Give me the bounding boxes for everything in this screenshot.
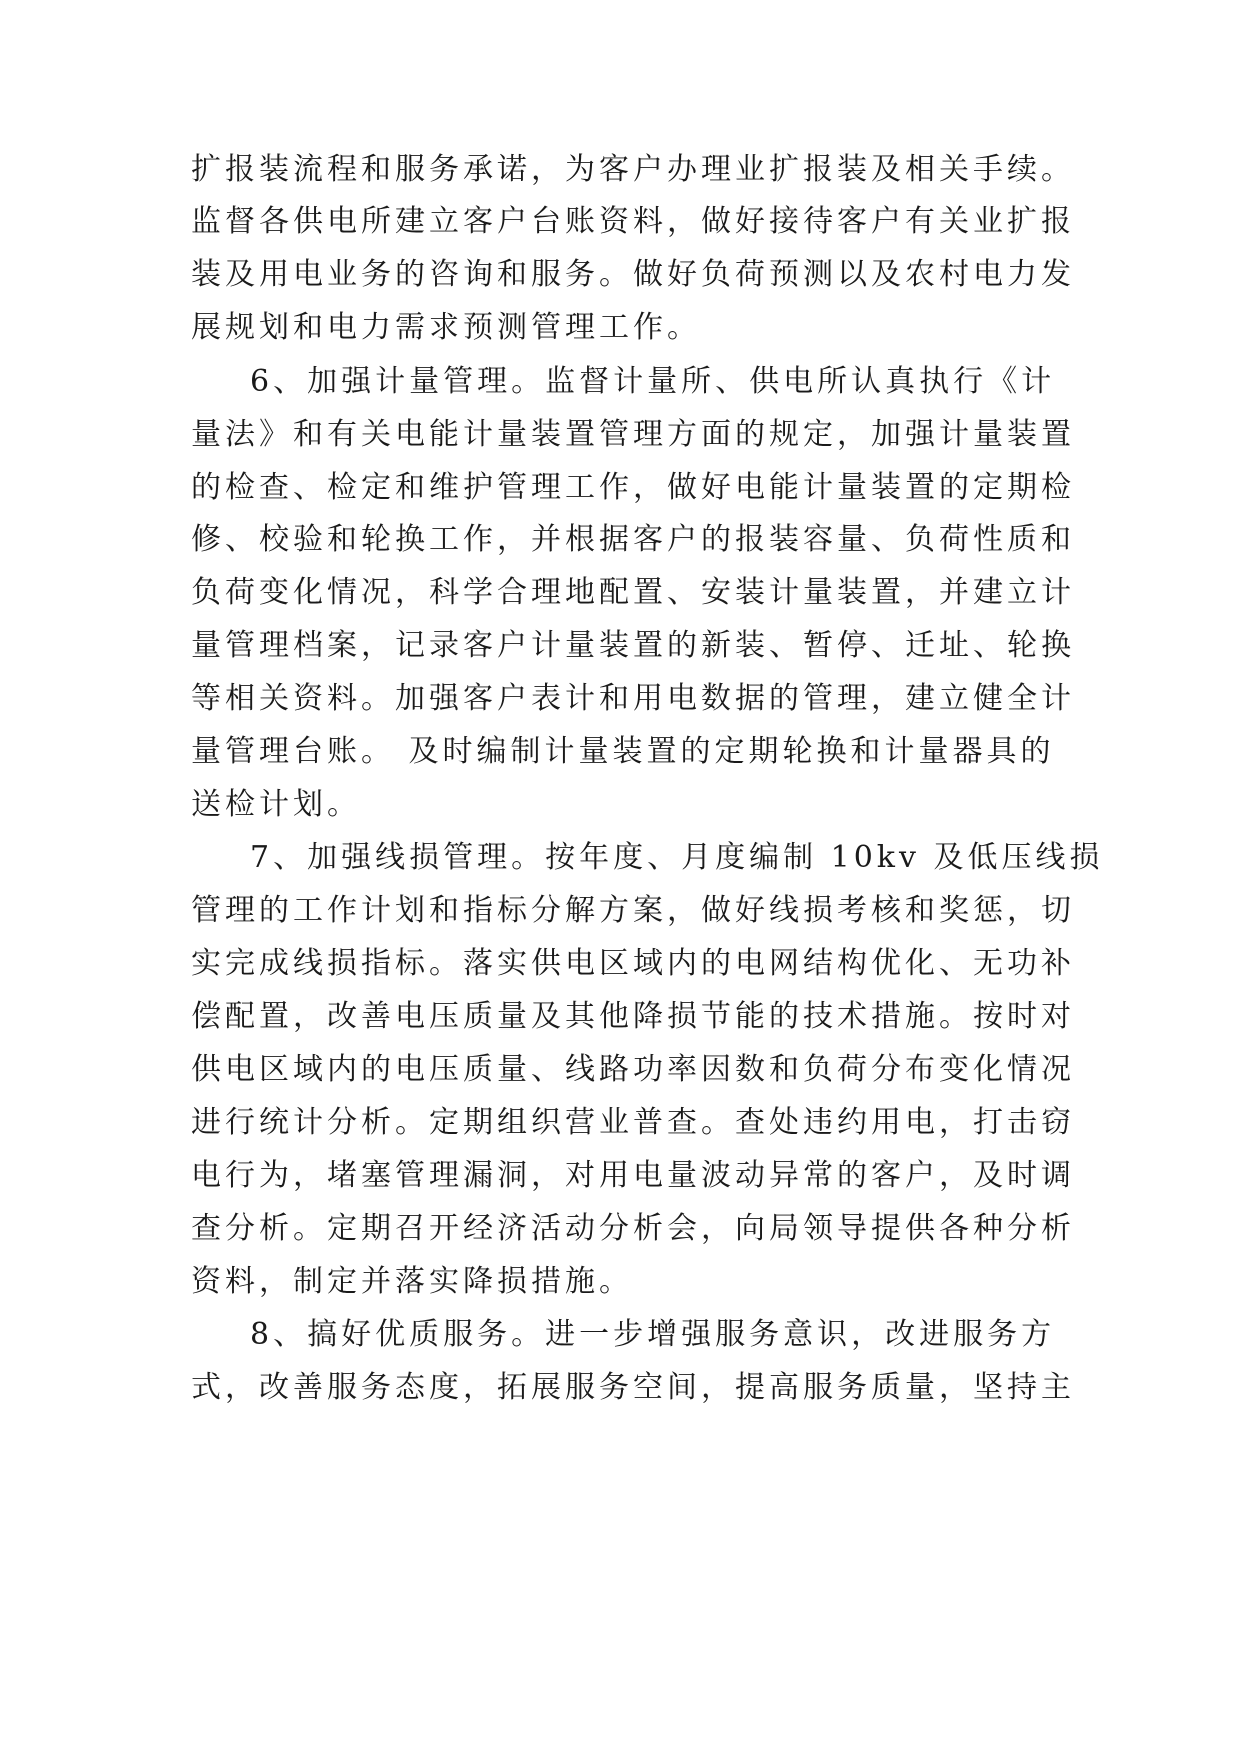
text-line: 展规划和电力需求预测管理工作。 (191, 310, 701, 345)
text-line: 量管理档案，记录客户计量装置的新装、暂停、迁址、轮换 (191, 628, 1075, 663)
text-line: 量管理台账。 及时编制计量装置的定期轮换和计量器具的 (191, 734, 1055, 769)
paragraph-8-start: 8、搞好优质服务。进一步增强服务意识，改进服务方 (250, 1317, 1056, 1352)
text-line: 查分析。定期召开经济活动分析会，向局领导提供各种分析 (191, 1211, 1075, 1246)
text-line: 电行为，堵塞管理漏洞，对用电量波动异常的客户，及时调 (191, 1158, 1075, 1193)
text-line: 资料，制定并落实降损措施。 (191, 1264, 633, 1299)
text-line: 式，改善服务态度，拓展服务空间，提高服务质量，坚持主 (191, 1370, 1075, 1405)
text-line: 监督各供电所建立客户台账资料，做好接待客户有关业扩报 (191, 204, 1075, 239)
paragraph-6-start: 6、加强计量管理。监督计量所、供电所认真执行《计 (250, 364, 1056, 399)
text-line: 实完成线损指标。落实供电区域内的电网结构优化、无功补 (191, 946, 1075, 981)
text-line: 供电区域内的电压质量、线路功率因数和负荷分布变化情况 (191, 1052, 1075, 1087)
text-line: 偿配置，改善电压质量及其他降损节能的技术措施。按时对 (191, 999, 1075, 1034)
paragraph-7-start: 7、加强线损管理。按年度、月度编制 10kv 及低压线损 (250, 840, 1104, 875)
text-line: 修、校验和轮换工作，并根据客户的报装容量、负荷性质和 (191, 522, 1075, 557)
text-line: 负荷变化情况，科学合理地配置、安装计量装置，并建立计 (191, 575, 1075, 610)
text-line: 的检查、检定和维护管理工作，做好电能计量装置的定期检 (191, 470, 1075, 505)
text-line: 等相关资料。加强客户表计和用电数据的管理，建立健全计 (191, 681, 1075, 716)
text-line: 管理的工作计划和指标分解方案，做好线损考核和奖惩，切 (191, 893, 1075, 928)
text-line: 量法》和有关电能计量装置管理方面的规定，加强计量装置 (191, 417, 1075, 452)
text-line: 送检计划。 (191, 787, 361, 822)
text-line: 装及用电业务的咨询和服务。做好负荷预测以及农村电力发 (191, 257, 1075, 292)
text-line: 扩报装流程和服务承诺，为客户办理业扩报装及相关手续。 (191, 152, 1075, 187)
text-line: 进行统计分析。定期组织营业普查。查处违约用电，打击窃 (191, 1105, 1075, 1140)
